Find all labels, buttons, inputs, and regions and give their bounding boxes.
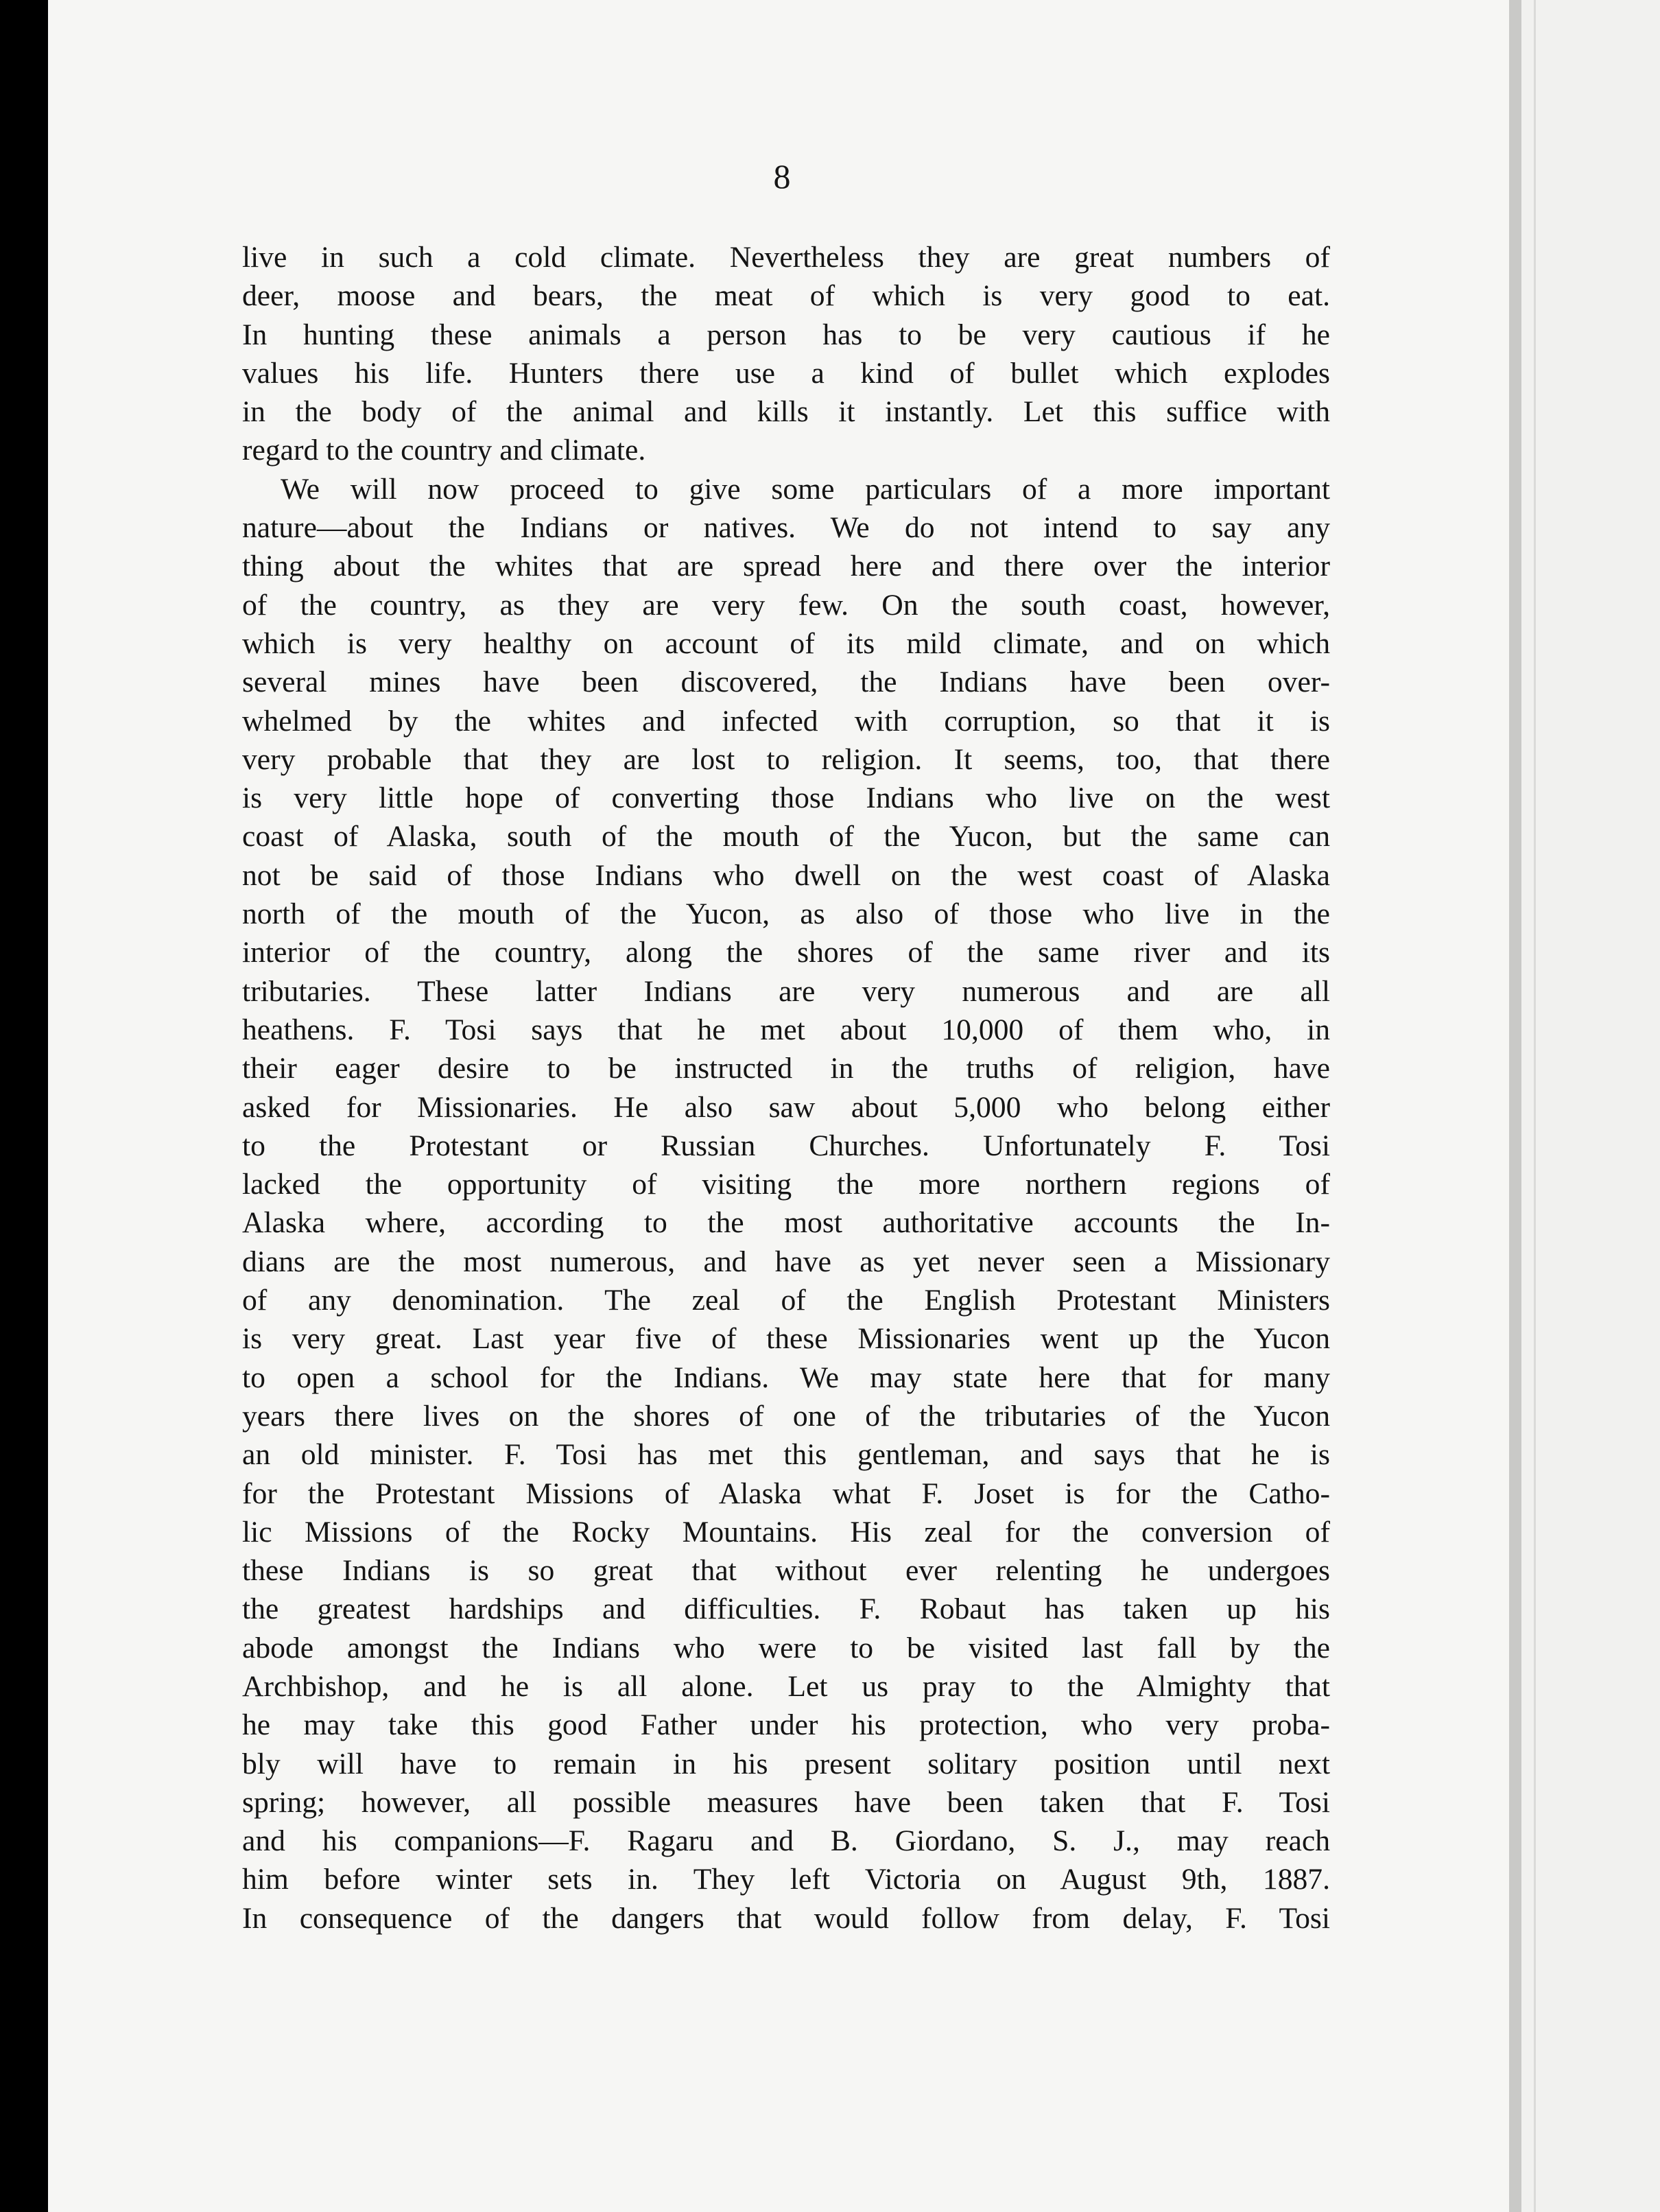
text-line: coast of Alaska, south of the mouth of the Yucon, but the same can [242, 820, 1330, 854]
body-text [242, 238, 1330, 1938]
text-line: bly will have to remain in his present solitary position until next [242, 1747, 1330, 1780]
text-line: north of the mouth of the Yucon, as also of those who live in the [242, 897, 1330, 931]
adjacent-page-fold [1534, 0, 1536, 2212]
text-line: lic Missions of the Rocky Mountains. His zeal for the conversion of [242, 1515, 1330, 1549]
text-line: of the country, as they are very few. On the south coast, however, [242, 588, 1330, 622]
text-line: him before winter sets in. They left Victoria on August 9th, 1887. [242, 1863, 1330, 1896]
text-line: for the Protestant Missions of Alaska what F. Joset is for the Catho- [242, 1476, 1330, 1510]
text-line: the greatest hardships and difficulties. F. Robaut has taken up his [242, 1592, 1330, 1626]
text-line: dians are the most numerous, and have as yet never seen a Missionary [242, 1245, 1330, 1278]
text-line: thing about the whites that are spread here and there over the interior [242, 550, 1330, 583]
text-line: is very great. Last year five of these Missionaries went up the Yucon [242, 1322, 1330, 1356]
text-line: an old minister. F. Tosi has met this gentleman, and says that he is [242, 1438, 1330, 1472]
text-line: these Indians is so great that without ever relenting he undergoes [242, 1554, 1330, 1588]
text-line: abode amongst the Indians who were to be visited last fall by the [242, 1631, 1330, 1664]
text-line: which is very healthy on account of its mild climate, and on which [242, 626, 1330, 660]
text-line: several mines have been discovered, the Indians have been over- [242, 666, 1330, 699]
text-line: regard to the country and climate. [242, 434, 646, 467]
text-line: Archbishop, and he is all alone. Let us pray to the Almighty that [242, 1669, 1330, 1703]
text-line: spring; however, all possible measures have been taken that F. Tosi [242, 1785, 1330, 1819]
text-line: nature—about the Indians or natives. We do not intend to say any [242, 511, 1330, 545]
text-line: live in such a cold climate. Nevertheless they are great numbers of [242, 241, 1330, 274]
text-line: is very little hope of converting those Indians who live on the west [242, 781, 1330, 815]
text-line: their eager desire to be instructed in the truths of religion, have [242, 1052, 1330, 1085]
page-gutter [1509, 0, 1521, 2212]
text-line: interior of the country, along the shores of the same river and its [242, 936, 1330, 969]
text-line: to open a school for the Indians. We may state here that for many [242, 1361, 1330, 1394]
text-line: whelmed by the whites and infected with corruption, so that it is [242, 704, 1330, 738]
text-line: deer, moose and bears, the meat of which is very good to eat. [242, 279, 1330, 313]
text-line: to the Protestant or Russian Churches. Unfortunately F. Tosi [242, 1129, 1330, 1162]
text-line: In hunting these animals a person has to be very cautious if he [242, 318, 1330, 351]
text-line: of any denomination. The zeal of the English Protestant Ministers [242, 1284, 1330, 1317]
text-line: and his companions—F. Ragaru and B. Giordano, S. J., may reach [242, 1824, 1330, 1858]
text-line: In consequence of the dangers that would follow from delay, F. Tosi [242, 1901, 1330, 1935]
adjacent-page-edge [1521, 0, 1660, 2212]
text-line: in the body of the animal and kills it instantly. Let this suffice with [242, 395, 1330, 429]
text-line: tributaries. These latter Indians are very numerous and are all [242, 974, 1330, 1008]
page-number: 8 [773, 157, 791, 196]
text-line: very probable that they are lost to religion. It seems, too, that there [242, 742, 1330, 776]
text-line: Alaska where, according to the most authoritative accounts the In- [242, 1206, 1330, 1240]
text-line: he may take this good Father under his protection, who very proba- [242, 1708, 1330, 1742]
text-line: lacked the opportunity of visiting the more northern regions of [242, 1168, 1330, 1201]
text-line: years there lives on the shores of one of the tributaries of the Yucon [242, 1399, 1330, 1433]
text-line: not be said of those Indians who dwell on the west coast of Alaska [242, 858, 1330, 892]
text-line: We will now proceed to give some particulars of a more important [281, 472, 1330, 506]
text-line: heathens. F. Tosi says that he met about 10,000 of them who, in [242, 1013, 1330, 1046]
text-line: values his life. Hunters there use a kind of bullet which explodes [242, 356, 1330, 390]
text-line: asked for Missionaries. He also saw about 5,000 who belong either [242, 1090, 1330, 1124]
